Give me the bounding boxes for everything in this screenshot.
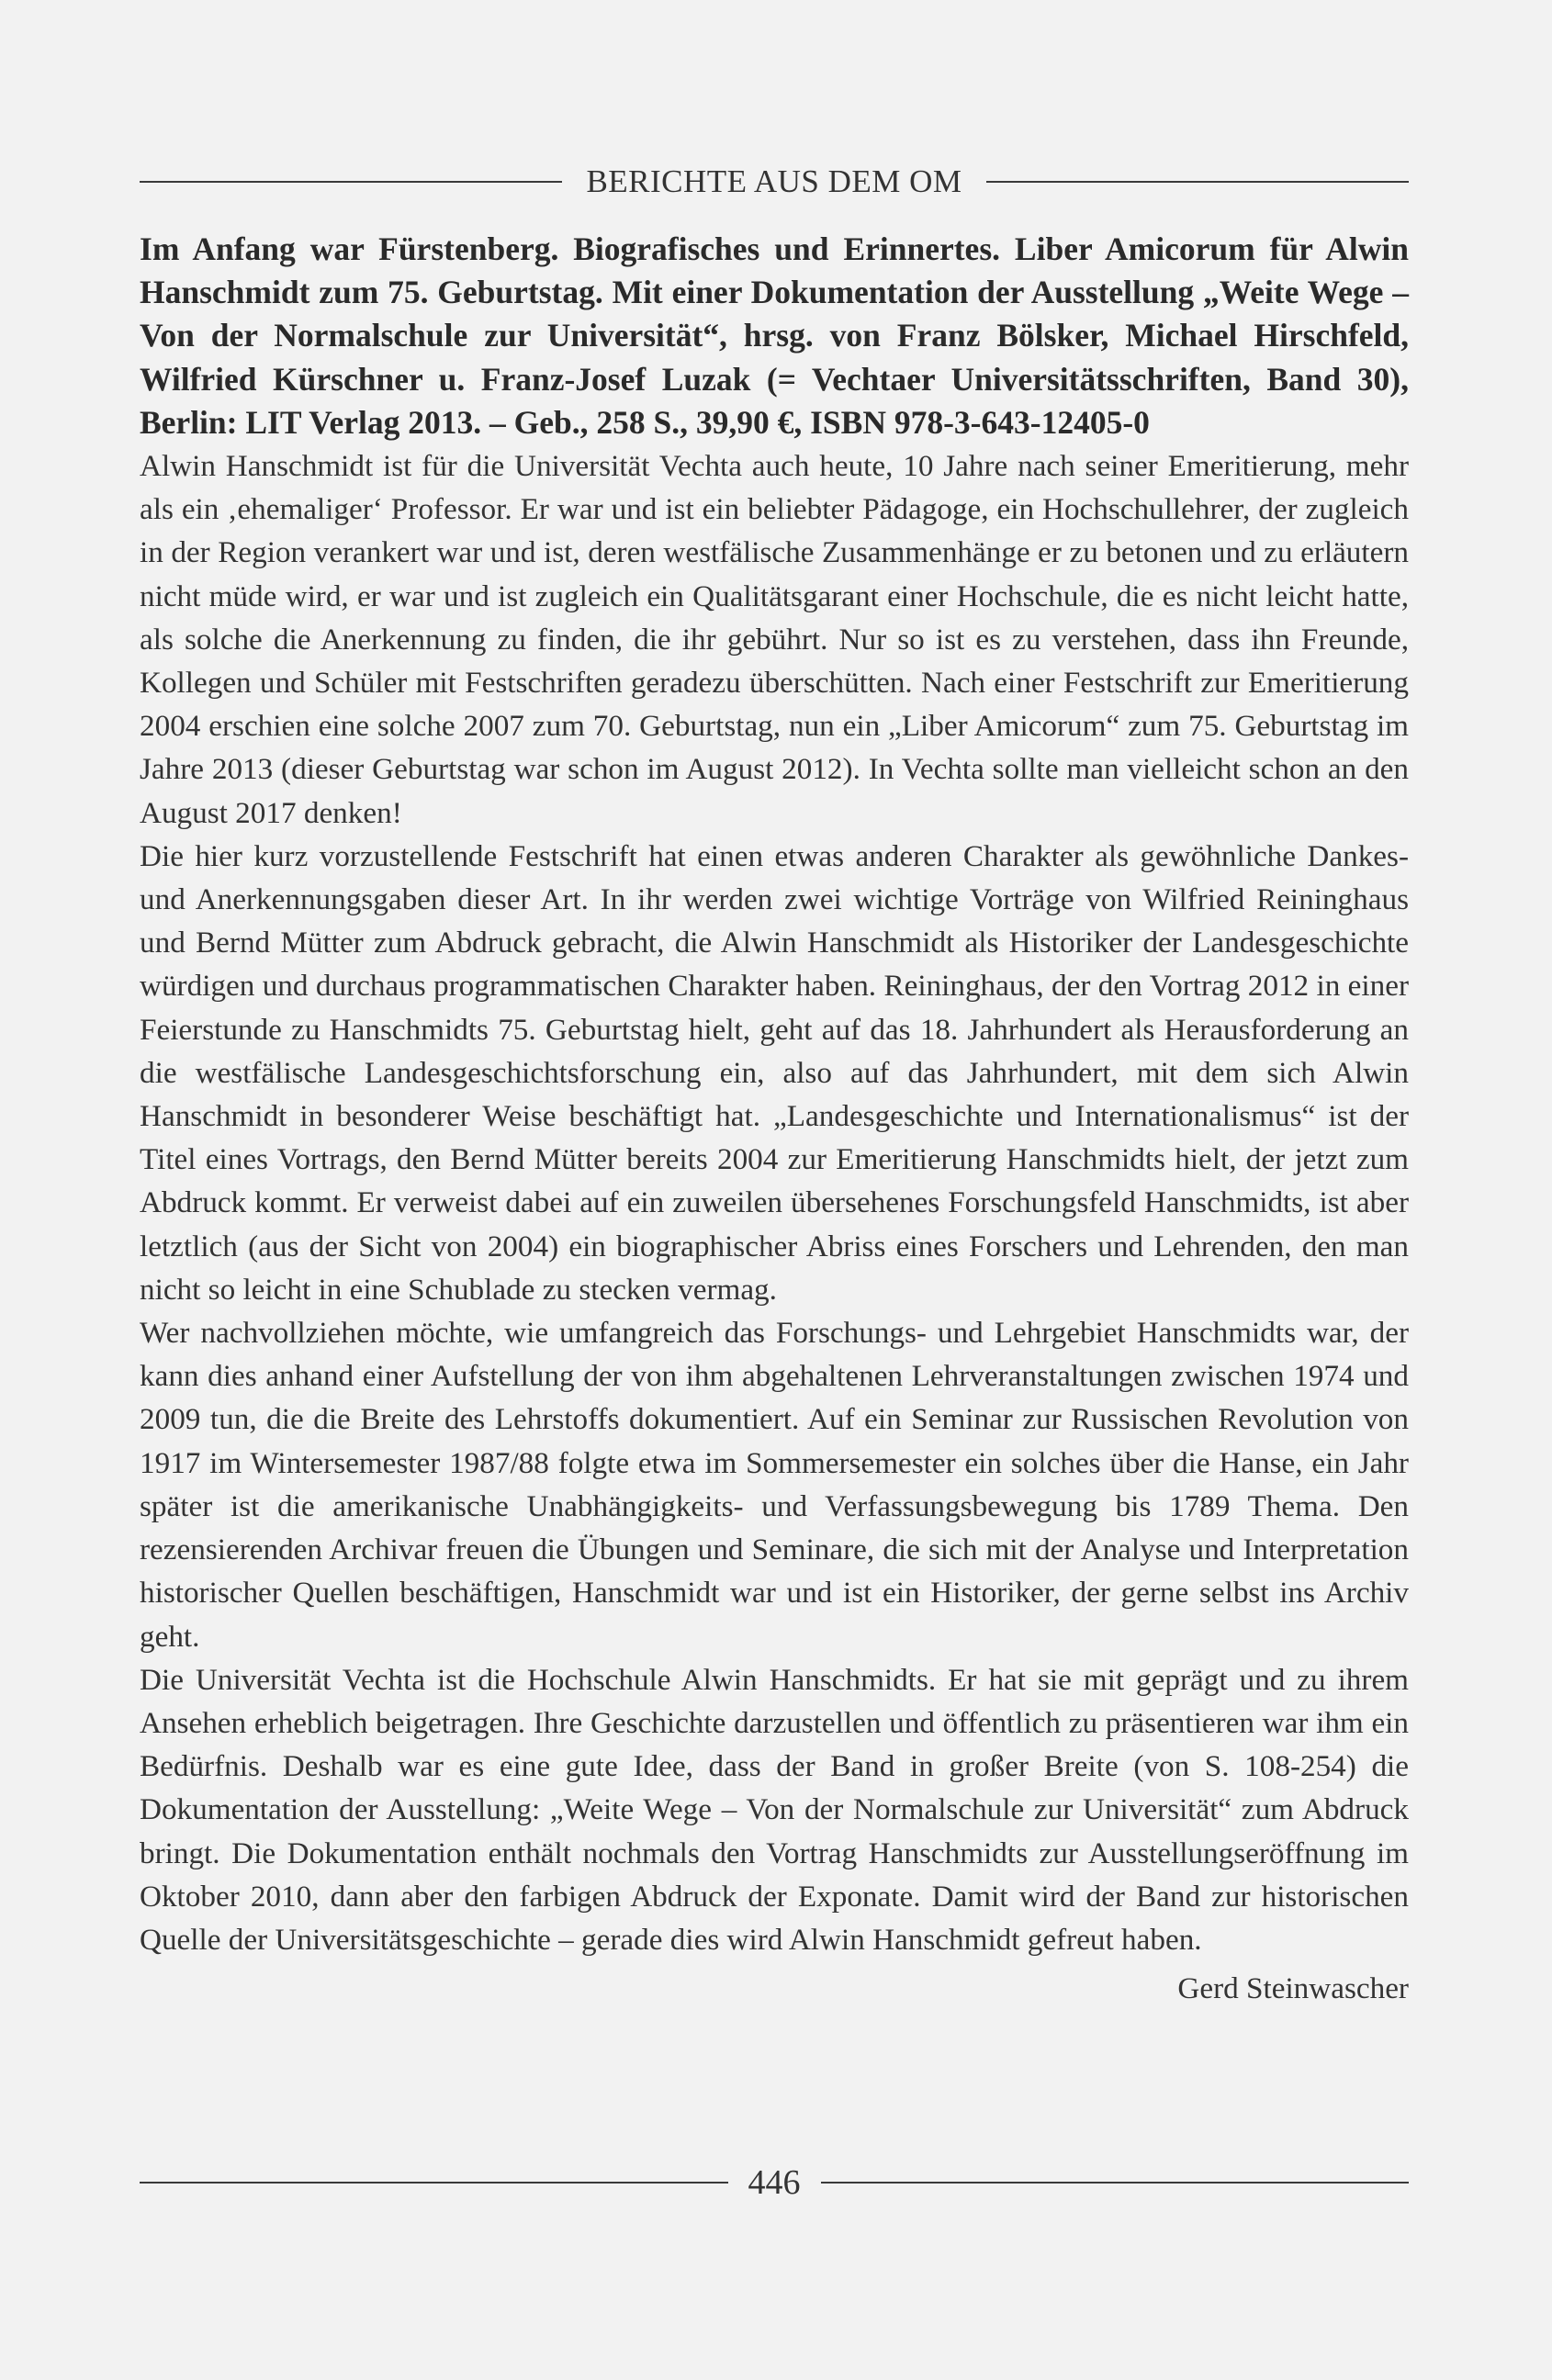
running-header [140,156,1409,208]
review-paragraph-4: Die Universität Vechta ist die Hochschule Alwin Hanschmidts. Er hat sie mit geprägt und zu ihrem Ansehen erheblich beigetragen. Ihre Geschichte darzustellen und öffentlich zu präsentieren war ihm ein Bedürfnis. Deshalb war es eine gute Idee, dass der Band in großer Breite (von S. 108-254) die Dokumentation der Ausstellung: „Weite Wege – Von der Normalschule zur Universität“ zum Abdruck bringt. Die Dokumentation enthält nochmals den Vortrag Hanschmidts zur Ausstellungseröffnung im Oktober 2010, dann aber den farbigen Abdruck der Exponate. Damit wird der Band zur historischen Quelle der Universitätsgeschichte – gerade dies wird Alwin Hanschmidt gefreut haben. [140,1662,1409,1957]
review-paragraph-3: Wer nachvollziehen möchte, wie umfangreich das Forschungs- und Lehrgebiet Hanschmidts war, der kann dies anhand einer Aufstellung der von ihm abgehaltenen Lehrveranstaltungen zwischen 1974 und 2009 tun, die die Breite des Lehrstoffs dokumentiert. Auf ein Seminar zur Russischen Revolution von 1917 im Wintersemester 1987/88 folgte etwa im Sommersemester ein solches über die Hanse, ein Jahr später ist die amerikanische Unabhängigkeits- und Verfassungsbewegung bis 1789 Thema. Den rezensierenden Archivar freuen die Übungen und Seminare, die sich mit der Analyse und Interpretation historischer Quellen beschäftigen, Hanschmidt war und ist ein Historiker, der gerne selbst ins Archiv geht. [140,1316,1409,1654]
reviewer-signature: Gerd Steinwascher [1177,1971,1409,2006]
page-number: 446 [748,2163,801,2202]
footer-rule-right [821,2182,1410,2184]
footer-rule-left [140,2182,728,2184]
review-paragraph-2: Die hier kurz vorzustellende Festschrift hat einen etwas anderen Charakter als gewöhnliche Dankes- und Anerkennungsgaben dieser Art. In ihr werden zwei wichtige Vorträge von Wilfried Reininghaus und Bernd Mütter zum Abdruck gebracht, die Alwin Hanschmidt als Historiker der Landesgeschichte würdigen und durchaus programmatischen Charakter haben. Reininghaus, der den Vortrag 2012 in einer Feierstunde zu Hanschmidts 75. Geburtstag hielt, geht auf das 18. Jahrhundert als Herausforderung an die westfälische Landesgeschichtsforschung ein, also auf das Jahrhundert, mit dem sich Alwin Hanschmidt in besonderer Weise beschäftigt hat. „Landesgeschichte und Internationalismus“ ist der Titel eines Vortrags, den Bernd Mütter bereits 2004 zur Emeritierung Hanschmidts hielt, der jetzt zum Abdruck kommt. Er verweist dabei auf ein zuweilen übersehenes Forschungsfeld Hanschmidts, ist aber letztlich (aus der Sicht von 2004) ein biographischer Abriss eines Forschers und Lehrenden, den man nicht so leicht in eine Schublade zu stecken vermag. [140,838,1409,1307]
header-rule-right [986,181,1409,183]
running-title: BERICHTE AUS DEM OM [586,163,962,199]
page-content [140,156,1409,2010]
book-citation: Im Anfang war Fürstenberg. Biografisches und Erinnertes. Liber Amicorum für Alwin Hanschmidt zum 75. Geburtstag. Mit einer Dokumentation der Ausstellung „Weite Wege – Von der Normalschule zur Universität“, hrsg. von Franz Bölsker, Michael Hirschfeld, Wilfried Kürschner u. Franz-Josef Luzak (= Vechtaer Universitätsschriften, Band 30), Berlin: LIT Verlag 2013. – Geb., 258 S., 39,90 €, ISBN 978-3-643-12405-0 [140,230,1409,441]
header-rule-left [140,181,562,183]
review-paragraph-1: Alwin Hanschmidt ist für die Universität Vechta auch heute, 10 Jahre nach seiner Emeritierung, mehr als ein ‚ehemaliger‘ Professor. Er war und ist ein beliebter Pädagoge, ein Hochschullehrer, der zugleich in der Region verankert war und ist, deren westfälische Zusammenhänge er zu betonen und zu erläutern nicht müde wird, er war und ist zugleich ein Qualitätsgarant einer Hochschule, die es nicht leicht hatte, als solche die Anerkennung zu finden, die ihr gebührt. Nur so ist es zu verstehen, dass ihn Freunde, Kollegen und Schüler mit Festschriften geradezu überschütten. Nach einer Festschrift zur Emeritierung 2004 erschien eine solche 2007 zum 70. Geburtstag, nun ein „Liber Amicorum“ zum 75. Geburtstag im Jahre 2013 (dieser Geburtstag war schon im August 2012). In Vechta sollte man vielleicht schon an den August 2017 denken! [140,449,1409,830]
page-footer [140,2154,1409,2211]
